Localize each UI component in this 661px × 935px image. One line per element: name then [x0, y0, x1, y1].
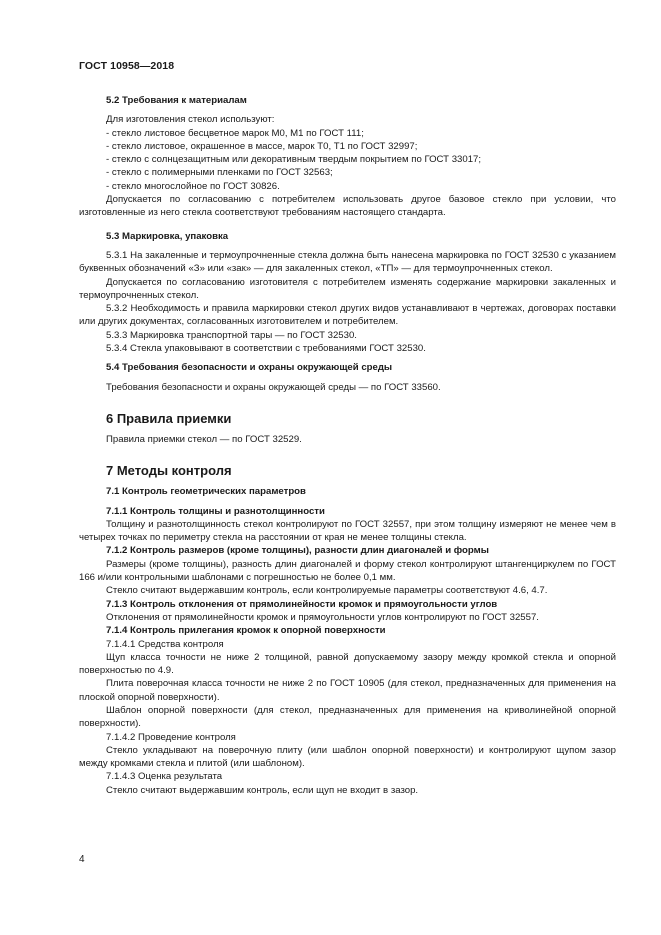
paragraph: Допускается по согласованию изготовителя с потребителем изменять содержание маркировки закаленных и термоупрочненных стекол. — [79, 276, 616, 301]
paragraph: 5.3.2 Необходимость и правила маркировки стекол других видов устанавливают в чертежах, договорах поставки или других документах, согласованных изготовителем и потребителем. — [79, 303, 616, 328]
document-code: ГОСТ 10958—2018 — [79, 60, 175, 72]
paragraph: Стекло считают выдержавшим контроль, если контролируемые параметры соответствуют 4.6, 4.7. — [106, 585, 548, 597]
section-heading-6: 6 Правила приемки — [106, 410, 232, 426]
list-item: - стекло листовое, окрашенное в массе, марок Т0, Т1 по ГОСТ 32997; — [106, 140, 418, 152]
section-heading-5-4: 5.4 Требования безопасности и охраны окружающей среды — [106, 362, 393, 374]
list-item: - стекло с полимерными пленками по ГОСТ 32563; — [106, 167, 333, 179]
paragraph: Толщину и разнотолщинность стекол контролируют по ГОСТ 32557, при этом толщину измеряют не менее чем в четырех точках по периметру стекла на расстоянии от края не менее толщины стекла. — [79, 518, 616, 544]
document-body — [79, 94, 616, 797]
list-item: - стекло многослойное по ГОСТ 30826. — [106, 180, 280, 192]
paragraph: Для изготовления стекол используют: — [106, 114, 275, 126]
paragraph: Отклонения от прямолинейности кромок и прямоугольности углов контролируют по ГОСТ 32557. — [106, 611, 539, 623]
section-heading-7: 7 Методы контроля — [106, 463, 232, 479]
paragraph: 5.3.4 Стекла упаковывают в соответствии с требованиями ГОСТ 32530. — [106, 343, 426, 355]
subclause-heading-7-1-4-3: 7.1.4.3 Оценка результата — [106, 771, 223, 783]
paragraph: Щуп класса точности не ниже 2 толщиной, равной допускаемому зазору между кромкой стекла и опорной поверхностью по 4.9. — [79, 651, 616, 677]
page-number: 4 — [79, 854, 85, 865]
subclause-heading-7-1-4-1: 7.1.4.1 Средства контроля — [106, 638, 224, 650]
paragraph: Шаблон опорной поверхности (для стекол, предназначенных для применения на криволинейной опорной поверхности). — [79, 704, 616, 730]
clause-heading-7-1-1: 7.1.1 Контроль толщины и разнотолщинности — [106, 505, 325, 517]
paragraph: Требования безопасности и охраны окружающей среды — по ГОСТ 33560. — [106, 381, 441, 393]
clause-heading-7-1-3: 7.1.3 Контроль отклонения от прямолинейности кромок и прямоугольности углов — [106, 598, 498, 610]
clause-heading-7-1-2: 7.1.2 Контроль размеров (кроме толщины), разности длин диагоналей и формы — [106, 545, 489, 557]
paragraph: Стекло считают выдержавшим контроль, если щуп не входит в зазор. — [106, 784, 419, 796]
section-heading-5-2: 5.2 Требования к материалам — [106, 95, 247, 106]
paragraph: Стекло укладывают на поверочную плиту (или шаблон опорной поверхности) и контролируют щупом зазор между кромками стекла и плитой (или шаблоном). — [79, 744, 616, 770]
subclause-heading-7-1-4-2: 7.1.4.2 Проведение контроля — [106, 731, 236, 743]
paragraph: Размеры (кроме толщины), разность длин диагоналей и форму стекол контролируют штангенциркулем по ГОСТ 166 и/или контрольными шаблонами с погрешностью не более 0,1 мм. — [79, 558, 616, 584]
clause-heading-7-1-4: 7.1.4 Контроль прилегания кромок к опорной поверхности — [106, 625, 386, 637]
paragraph: Допускается по согласованию с потребителем использовать другое базовое стекло при условии, что изготовленные из него стекла соответствуют требованиям настоящего стандарта. — [79, 194, 616, 219]
list-item: - стекло листовое бесцветное марок М0, М1 по ГОСТ 111; — [106, 127, 364, 139]
list-item: - стекло с солнцезащитным или декоративным твердым покрытием по ГОСТ 33017; — [106, 154, 482, 166]
paragraph: 5.3.3 Маркировка транспортной тары — по ГОСТ 32530. — [106, 329, 357, 341]
paragraph: 5.3.1 На закаленные и термоупрочненные стекла должна быть нанесена маркировка по ГОСТ 32530 с указанием буквенных обозначений «З» или «зак» — для закаленных стекол, «ТП» — для термоупрочненных стекол. — [79, 249, 616, 275]
subsection-heading-7-1: 7.1 Контроль геометрических параметров — [106, 486, 306, 498]
paragraph: Плита поверочная класса точности не ниже 2 по ГОСТ 10905 (для стекол, предназначенных для применения на плоской опорной поверхности). — [79, 678, 616, 703]
section-heading-5-3: 5.3 Маркировка, упаковка — [106, 230, 229, 242]
paragraph: Правила приемки стекол — по ГОСТ 32529. — [106, 433, 302, 445]
